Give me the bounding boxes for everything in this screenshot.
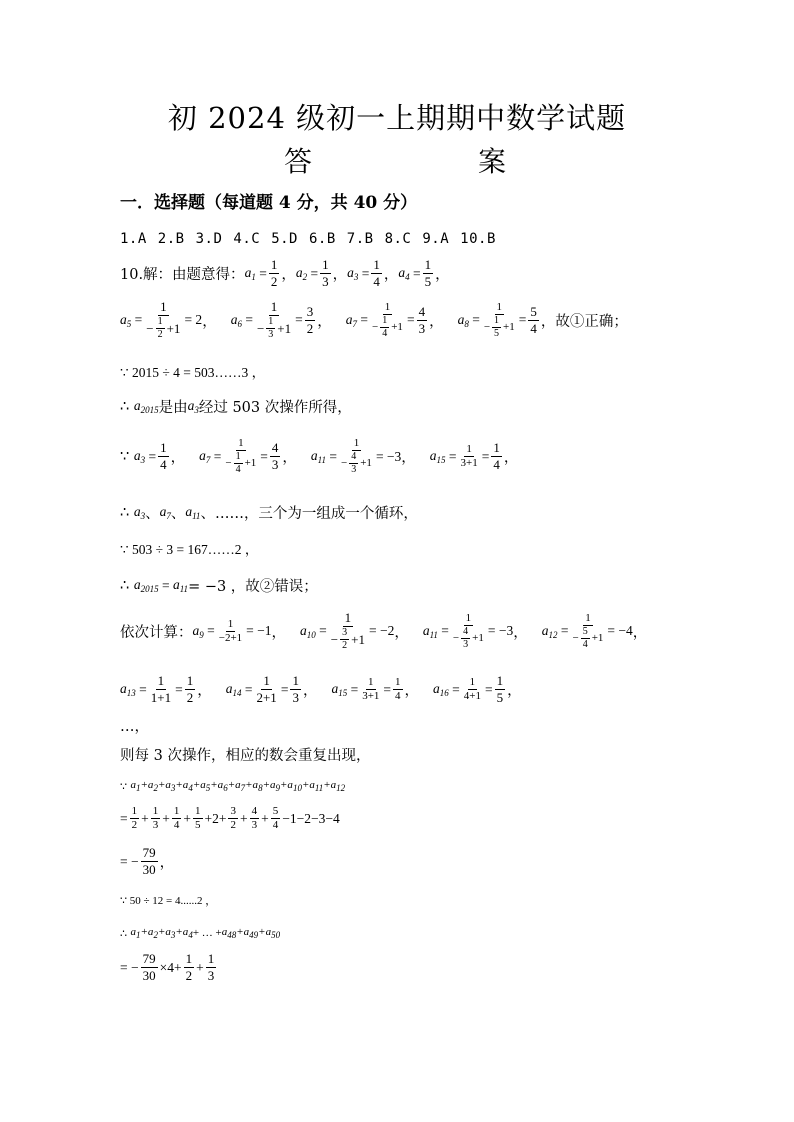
solution-line-8: ∴ $a_{2015}$ = $a_{11}$ = −3 ，故②错误； bbox=[120, 577, 318, 595]
answer-item: 5.D bbox=[271, 231, 298, 247]
solution-line-12: ∵ $a_1+a_2+a_3+a_4+a_5+a_6+a_7+a_8+a_9+a_{10}+a_{11}+a_{12}$ bbox=[120, 779, 346, 793]
answer-item: 3.D bbox=[195, 231, 223, 247]
solution-intro: 10.解：由题意得： bbox=[120, 267, 245, 283]
solution-line-17: = − $\frac{79}{30}$ ×4+ $\frac{1}{2}$ + $\frac{1}{3}$ bbox=[120, 951, 215, 983]
solution-line-6: ∴ $a_3$ 、 $a_7$ 、 $a_{11}$ 、 ……，三个为一组成一个循环， bbox=[120, 504, 418, 522]
solution-line-10: $a_{13}$ = $\frac{1}{1+1}$ = $\frac{1}{2}$ ， $a_{14}$ = $\frac{1}{2+1}$ = $\frac{1}{3}$ ， $a_{15}$ = $\frac{1}{3+1}$ = $\frac{1}{4}$ ， $a_{16}$ = $\frac{1}{4+1}$ = $\frac{1}{5}$ ， bbox=[120, 673, 522, 705]
subtitle-right: 案 bbox=[478, 145, 507, 178]
answer-list bbox=[120, 231, 507, 247]
answer-item: 10.B bbox=[460, 231, 496, 247]
solution-line-9: 依次计算： $a_9$ = $\frac{1}{-2+1}$ = −1 ， $a_{10}$ = 1 − $\frac{3}{2}$ +1 = −2 ， $a_{11}$ = 1 − $\frac{4}{3}$ +1 = −3 ， $a_{12}$ = 1 − $\frac{5}{4}$ +1 = −4 ， bbox=[120, 610, 648, 651]
solution-line-11: 则每 3 次操作，相应的数会重复出现， bbox=[120, 748, 371, 764]
answer-item: 7.B bbox=[346, 231, 374, 247]
solution-line-7: ∵ 503 ÷ 3 = 167……2 ， bbox=[120, 542, 259, 557]
section-heading: 一．选择题（每道题 4 分，共 40 分） bbox=[120, 193, 418, 213]
answer-item: 2.B bbox=[157, 231, 185, 247]
solution-line-5: ∵ $a_3$ = $\frac{1}{4}$ ， $a_7$ = 1 − $\frac{1}{4}$ +1 = $\frac{4}{3}$ ， $a_{11}$ = 1 − $\frac{4}{3}$ +1 = −3 ， $a_{15}$ = $\frac{1}{3+1}$ = $\frac{1}{4}$ ， bbox=[120, 437, 519, 475]
solution-line-15: ∵ 50 ÷ 12 = 4......2 ， bbox=[120, 895, 217, 907]
solution-ellipsis: …， bbox=[120, 719, 149, 735]
solution-line-14: = − $\frac{79}{30}$ ， bbox=[120, 845, 175, 877]
answer-item: 6.B bbox=[308, 231, 336, 247]
answer-item: 8.C bbox=[384, 231, 412, 247]
answer-item: 9.A bbox=[422, 231, 450, 247]
solution-line-1: 10.解：由题意得： $a_1$ = $\frac{1}{2}$ ， $a_2$ = $\frac{1}{3}$ ， $a_3$ = $\frac{1}{4}$ ， $a_4$ = $\frac{1}{5}$ ， bbox=[120, 257, 450, 289]
subtitle-left: 答 bbox=[284, 145, 313, 178]
solution-line-16: ∴ $a_1+a_2+a_3+a_4$ + … + $a_{48}+a_{49}+a_{50}$ bbox=[120, 926, 281, 940]
solution-line-13: = $\frac{1}{2}$ + $\frac{1}{3}$ + $\frac{1}{4}$ + $\frac{1}{5}$ +2+ $\frac{3}{2}$ + $\frac{4}{3}$ + $\frac{5}{4}$ −1−2−3−4 bbox=[120, 805, 340, 831]
answer-item: 1.A bbox=[120, 231, 147, 247]
solution-line-2: $a_5$ = 1 − $\frac{1}{2}$ +1 = 2 ， $a_6$ = 1 − $\frac{1}{3}$ +1 = $\frac{3}{2}$ ， $a_7$ = 1 − $\frac{1}{4}$ +1 = $\frac{4}{3}$ ， $a_8$ = 1 − $\frac{1}{5}$ +1 = $\frac{5}{4}$ ，故①正确； bbox=[120, 299, 628, 340]
solution-line-3: ∵ 2015 ÷ 4 = 503……3 ， bbox=[120, 365, 266, 380]
page-title: 初 2024 级初一上期期中数学试题 bbox=[167, 101, 627, 135]
solution-line-4: ∴ $a_{2015}$ 是由 $a_3$ 经过 503 次操作所得， bbox=[120, 398, 352, 416]
answer-item: 4.C bbox=[233, 231, 261, 247]
